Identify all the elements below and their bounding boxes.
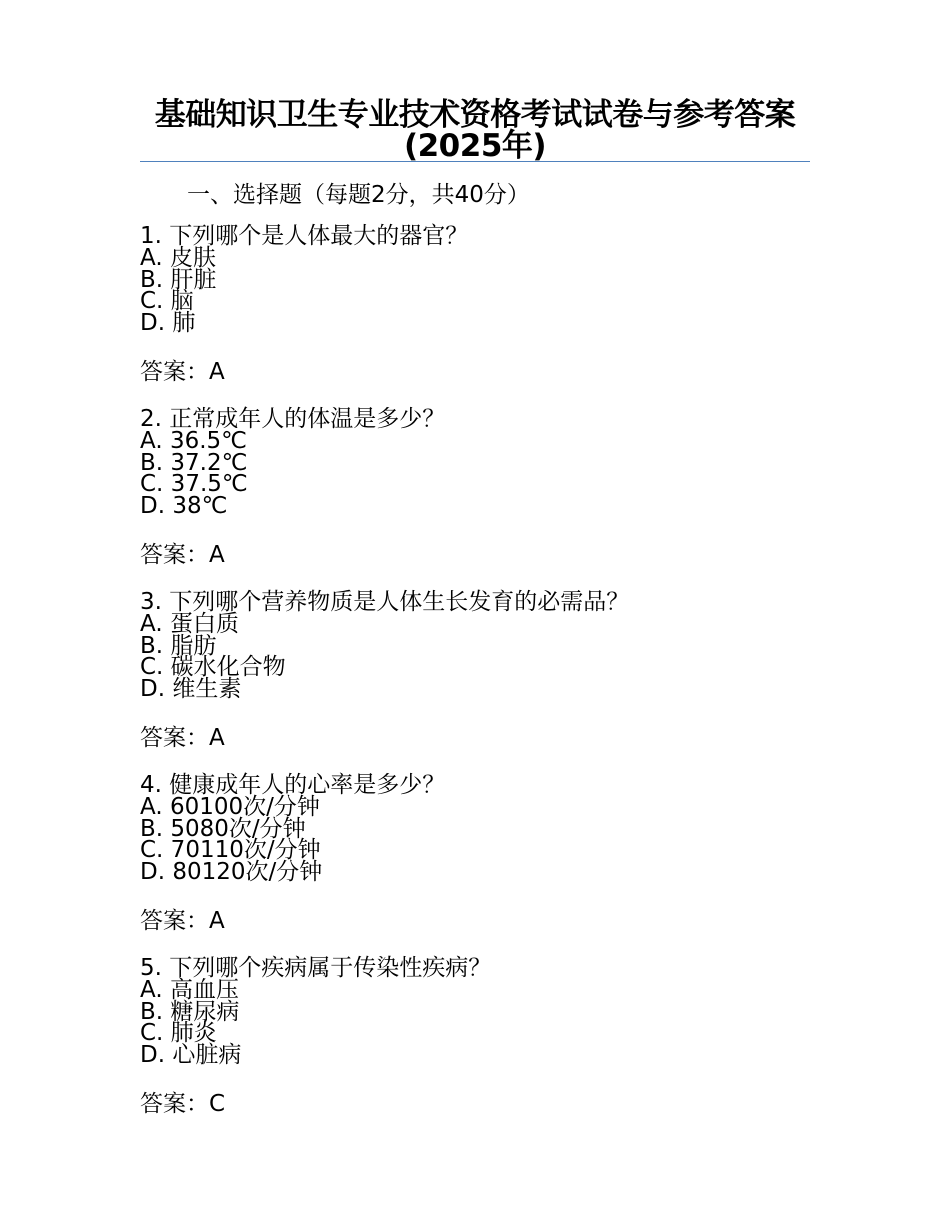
question-1: [140, 225, 800, 386]
question-stem: 5. 下列哪个疾病属于传染性疾病？: [140, 955, 492, 981]
option-b: B. 37.2℃: [140, 449, 248, 476]
option-d: D. 38℃: [140, 492, 228, 519]
option-b: B. 脂肪: [140, 632, 217, 659]
option-d: D. 心脏病: [140, 1041, 242, 1068]
question-stem: 4. 健康成年人的心率是多少？: [140, 772, 446, 798]
question-5: [140, 957, 800, 1118]
option-c: C. 脑: [140, 288, 194, 314]
option-b: B. 糖尿病: [140, 998, 240, 1025]
option-d: D. 维生素: [140, 675, 242, 702]
answer-line: 答案：C: [140, 1091, 226, 1117]
document-title: 基础知识卫生专业技术资格考试试卷与参考答案(2025年): [154, 97, 796, 164]
question-4: [140, 774, 800, 935]
section-heading: 一、选择题（每题2分，共40分）: [187, 182, 530, 208]
option-d: D. 肺: [140, 309, 196, 336]
answer-line: 答案：A: [140, 908, 225, 934]
option-c: C. 碳水化合物: [140, 654, 286, 680]
answer-line: 答案：A: [140, 725, 225, 751]
option-c: C. 70110次/分钟: [140, 837, 321, 863]
question-list: [140, 225, 800, 1140]
title-rule: [140, 161, 810, 162]
option-a: A. 高血压: [140, 977, 239, 1003]
option-d: D. 80120次/分钟: [140, 858, 323, 885]
question-stem: 1. 下列哪个是人体最大的器官？: [140, 223, 469, 249]
option-c: C. 37.5℃: [140, 471, 248, 497]
option-b: B. 肝脏: [140, 266, 217, 293]
answer-line: 答案：A: [140, 359, 225, 385]
option-b: B. 5080次/分钟: [140, 815, 306, 842]
option-a: A. 蛋白质: [140, 611, 239, 637]
question-3: [140, 591, 800, 752]
answer-line: 答案：A: [140, 542, 225, 568]
option-c: C. 肺炎: [140, 1020, 217, 1046]
option-a: A. 60100次/分钟: [140, 794, 320, 820]
option-a: A. 皮肤: [140, 245, 216, 271]
question-stem: 2. 正常成年人的体温是多少？: [140, 406, 446, 432]
option-a: A. 36.5℃: [140, 428, 247, 454]
question-2: [140, 408, 800, 569]
question-stem: 3. 下列哪个营养物质是人体生长发育的必需品？: [140, 589, 630, 615]
